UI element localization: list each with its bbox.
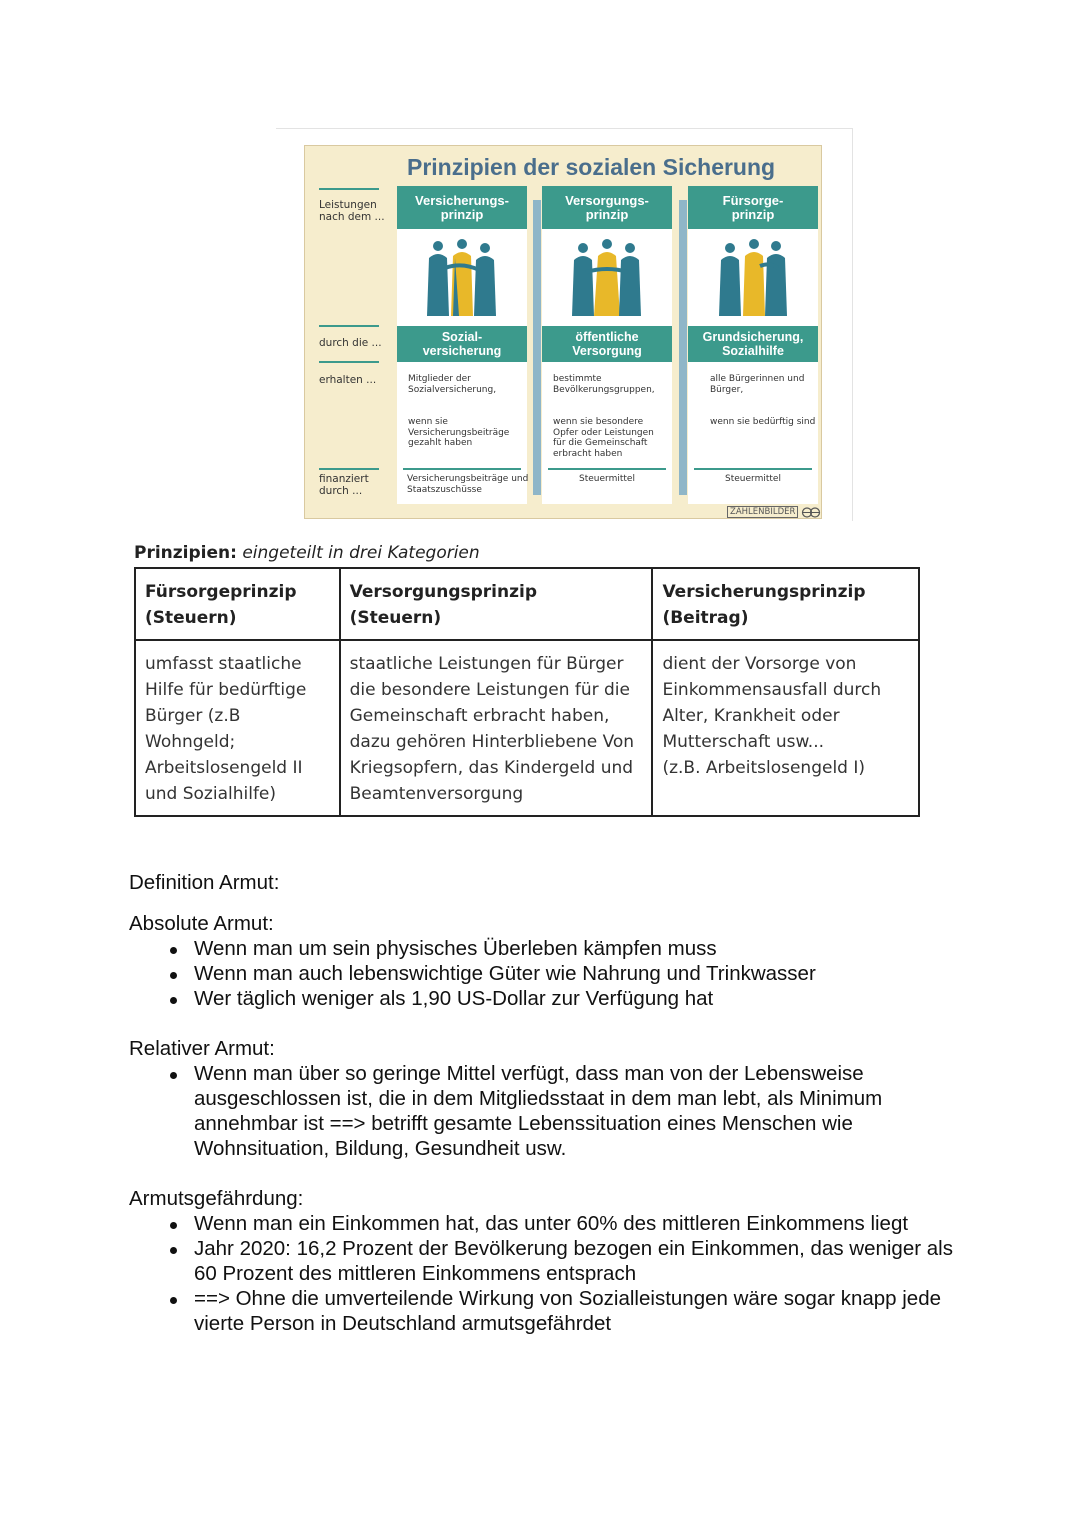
- table-row: [135, 640, 919, 816]
- section-relativer-armut: [129, 1036, 959, 1161]
- brand-name: ZAHLENBILDER: [727, 506, 798, 518]
- list-item: [129, 1286, 959, 1336]
- column-financing: Steuermittel: [579, 474, 635, 484]
- column-condition: wenn sie bedürftig sind: [710, 417, 816, 427]
- list-item-text: Wenn man ein Einkommen hat, das unter 60% des mittleren Einkommens liegt: [194, 1212, 909, 1235]
- list-item-text: Wenn man über so geringe Mittel verfügt, dass man von der Lebensweise ausgeschlossen ist, die in dem Mitgliedsstaat in dem man lebt, als Minimum annehmbar ist ==> betrifft gesamte Lebenssituation eines Menschen wie Wohnsituation, Bildung, Gesundheit usw.: [194, 1062, 883, 1160]
- column-head: Fürsorge- prinzip: [688, 186, 818, 229]
- table-cell-fuersorge: umfasst staatliche Hilfe für bedürftige Bürger (z.B Wohngeld; Arbeitslosengeld II und Sozialhilfe): [135, 640, 340, 816]
- bullet-icon: [170, 1222, 177, 1229]
- definition-title-text: Definition Armut:: [129, 871, 280, 894]
- table-caption: [134, 543, 480, 563]
- list-item-text: Wer täglich weniger als 1,90 US-Dollar zur Verfügung hat: [194, 987, 714, 1010]
- column-condition: wenn sie besondere Opfer oder Leistungen für die Gemeinschaft erbracht haben: [553, 417, 654, 459]
- section-heading: Absolute Armut:: [129, 912, 274, 935]
- list-item-text: Wenn man auch lebenswichtige Güter wie Nahrung und Trinkwasser: [194, 962, 816, 985]
- bullet-icon: [170, 972, 177, 979]
- principles-table: [134, 567, 920, 817]
- column-separator: [533, 200, 541, 495]
- row-line: [319, 468, 379, 470]
- people-group-icon: [712, 236, 794, 320]
- row-line: [319, 361, 379, 363]
- bullet-list: [129, 936, 959, 1011]
- row-line: [319, 325, 379, 327]
- bullet-icon: [170, 1072, 177, 1079]
- list-item: [129, 1061, 959, 1161]
- list-item: [129, 936, 959, 961]
- table-caption-bold: Prinzipien:: [134, 543, 237, 563]
- infographic-title: Prinzipien der sozialen Sicherung: [407, 154, 776, 180]
- table-header-row: [135, 568, 919, 640]
- column-head: Versorgungs- prinzip: [542, 186, 672, 229]
- column-financing: Versicherungsbeiträge und Staatszuschüsse: [407, 474, 529, 495]
- column-institution: Grundsicherung, Sozialhilfe: [688, 326, 818, 362]
- row-label-erhalten: erhalten ...: [319, 374, 377, 386]
- column-recipients: alle Bürgerinnen und Bürger,: [710, 374, 805, 395]
- row-label-finanziert: finanziert durch ...: [319, 473, 369, 497]
- list-item: [129, 961, 959, 986]
- bullet-icon: [170, 947, 177, 954]
- section-armutsgefaehrdung: [129, 1186, 959, 1336]
- column-condition: wenn sie Versicherungsbeiträge gezahlt haben: [408, 417, 510, 448]
- column-separator: [679, 200, 687, 495]
- section-heading: Relativer Armut:: [129, 1037, 275, 1060]
- column-divider: [403, 468, 521, 470]
- table-header-versicherung: Versicherungsprinzip (Beitrag): [652, 568, 919, 640]
- column-recipients: Mitglieder der Sozialversicherung,: [408, 374, 497, 395]
- column-versorgungsprinzip: [542, 186, 672, 504]
- section-heading: Armutsgefährdung:: [129, 1187, 304, 1210]
- column-recipients: bestimmte Bevölkerungsgruppen,: [553, 374, 655, 395]
- section-absolute-armut: [129, 911, 959, 1011]
- graphic-frame: [276, 128, 853, 521]
- list-item: [129, 986, 959, 1011]
- brand-logo: [727, 506, 822, 518]
- bullet-list: [129, 1211, 959, 1336]
- column-head: Versicherungs- prinzip: [397, 186, 527, 229]
- list-item: [129, 1236, 959, 1286]
- bullet-icon: [170, 997, 177, 1004]
- row-label-leistungen: Leistungen nach dem ...: [319, 199, 385, 223]
- people-group-icon: [421, 236, 503, 320]
- row-label-durch: durch die ...: [319, 337, 382, 349]
- column-versicherungsprinzip: [397, 186, 527, 504]
- list-item-text: Jahr 2020: 16,2 Prozent der Bevölkerung bezogen ein Einkommen, das weniger als 60 Prozent des mittleren Einkommens entsprach: [194, 1237, 953, 1285]
- table-cell-versorgung: staatliche Leistungen für Bürger die besondere Leistungen für die Gemeinschaft erbracht haben, dazu gehören Hinterbliebene Von Kriegsopfern, das Kindergeld und Beamtenversorgung: [340, 640, 653, 816]
- table-header-fuersorge: Fürsorgeprinzip (Steuern): [135, 568, 340, 640]
- column-divider: [694, 468, 812, 470]
- bullet-icon: [170, 1297, 177, 1304]
- people-group-icon: [566, 236, 648, 320]
- column-financing: Steuermittel: [725, 474, 781, 484]
- brand-rings-icon: [800, 507, 822, 518]
- column-fuersorgeprinzip: [688, 186, 818, 504]
- social-security-infographic: [304, 145, 822, 519]
- table-header-versorgung: Versorgungsprinzip (Steuern): [340, 568, 653, 640]
- column-divider: [548, 468, 666, 470]
- table-cell-versicherung: dient der Vorsorge von Einkommensausfall durch Alter, Krankheit oder Mutterschaft usw... (z.B. Arbeitslosengeld I): [652, 640, 919, 816]
- row-line: [319, 188, 379, 190]
- list-item: [129, 1211, 959, 1236]
- bullet-icon: [170, 1247, 177, 1254]
- list-item-text: Wenn man um sein physisches Überleben kämpfen muss: [194, 937, 717, 960]
- table-caption-italic: eingeteilt in drei Kategorien: [242, 543, 480, 563]
- list-item-text: ==> Ohne die umverteilende Wirkung von Sozialleistungen wäre sogar knapp jede vierte Person in Deutschland armutsgefährdet: [194, 1287, 941, 1335]
- bullet-list: [129, 1061, 959, 1161]
- definition-title: [129, 870, 959, 895]
- column-institution: öffentliche Versorgung: [542, 326, 672, 362]
- column-institution: Sozial- versicherung: [397, 326, 527, 362]
